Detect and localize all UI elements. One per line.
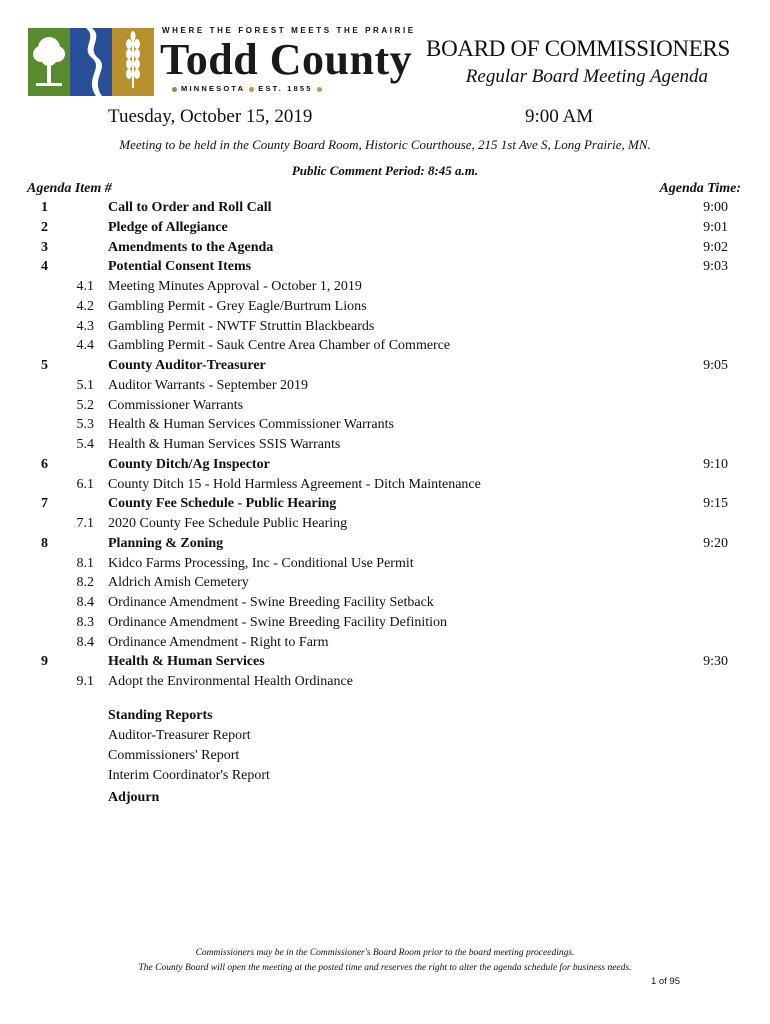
agenda-item-number: 6.1 (76, 476, 94, 492)
agenda-subitem (0, 475, 770, 495)
agenda-subitem (0, 297, 770, 317)
standing-reports-heading: Standing Reports (108, 708, 213, 723)
agenda-item-number: 9 (41, 654, 48, 670)
agenda-item-time: 9:02 (703, 239, 728, 255)
standing-report-item: Auditor-Treasurer Report (108, 728, 251, 743)
logo-state: MINNESOTA (181, 84, 246, 93)
public-comment-period: Public Comment Period: 8:45 a.m. (291, 163, 479, 178)
logo-county-name: Todd County (160, 35, 413, 84)
agenda-item-time: 9:20 (703, 535, 728, 551)
county-logo-emblem (28, 28, 154, 96)
agenda-subitem (0, 435, 770, 455)
agenda-subitem (0, 277, 770, 297)
agenda-item-number: 4 (41, 259, 48, 275)
agenda-item-title: Health & Human Services SSIS Warrants (108, 437, 341, 452)
agenda-item-number: 4.1 (76, 279, 94, 294)
footer-note-1: Commissioners may be in the Commissioner's Board Room prior to the board meeting proceedings. (195, 948, 575, 958)
agenda-item-number: 8.1 (76, 555, 94, 571)
agenda-item-time: 9:10 (703, 456, 728, 472)
agenda-subitem (0, 593, 770, 613)
meeting-location: Meeting to be held in the County Board Room, Historic Courthouse, 215 1st Ave S, Long Prairie, MN. (119, 137, 651, 152)
agenda-item-title: Health & Human Services (108, 654, 265, 670)
agenda-item-column-header: Agenda Item # (27, 181, 112, 196)
agenda-item-number: 8 (41, 535, 48, 551)
agenda-item-title: Call to Order and Roll Call (108, 200, 272, 215)
agenda-item-number: 8.3 (76, 614, 94, 630)
logo-subline (168, 84, 326, 93)
agenda-subitem (0, 376, 770, 396)
agenda-item-title: Planning & Zoning (108, 535, 224, 551)
logo-established: EST. 1855 (258, 84, 313, 93)
agenda-item-number: 5.1 (76, 377, 94, 393)
agenda-item-title: County Auditor-Treasurer (108, 358, 266, 373)
board-title: BOARD OF COMMISSIONERS (426, 36, 730, 61)
dot-icon (172, 87, 177, 92)
agenda-item (0, 218, 770, 238)
agenda-item (0, 238, 770, 258)
adjourn: Adjourn (108, 790, 160, 805)
agenda-item-number: 7 (41, 496, 48, 512)
standing-report-item: Commissioners' Report (108, 748, 240, 763)
agenda-item-number: 5 (41, 358, 48, 373)
agenda-subitem (0, 613, 770, 633)
board-subtitle: Regular Board Meeting Agenda (465, 66, 708, 87)
meeting-time: 9:00 AM (525, 106, 594, 127)
agenda-item-number: 7.1 (76, 516, 94, 531)
agenda-item-time: 9:05 (703, 358, 728, 373)
agenda-subitem (0, 317, 770, 337)
agenda-item-title: Meeting Minutes Approval - October 1, 2019 (108, 279, 362, 294)
dot-icon (249, 87, 254, 92)
agenda-item-title: County Ditch/Ag Inspector (108, 456, 270, 472)
standing-report-item: Interim Coordinator's Report (108, 768, 270, 783)
agenda-subitem (0, 396, 770, 416)
agenda-item-title: Potential Consent Items (108, 259, 252, 275)
agenda-item (0, 534, 770, 554)
agenda-item-title: Gambling Permit - Grey Eagle/Burtrum Lions (108, 298, 367, 314)
agenda-item (0, 356, 770, 376)
agenda-item-title: Aldrich Amish Cemetery (108, 575, 249, 591)
meeting-date: Tuesday, October 15, 2019 (108, 106, 313, 127)
agenda-time-column-header: Agenda Time: (659, 181, 741, 196)
agenda-item-number: 8.2 (76, 575, 94, 591)
agenda-item-title: Commissioner Warrants (108, 397, 244, 413)
agenda-item (0, 494, 770, 514)
agenda-item-number: 4.2 (76, 298, 94, 314)
agenda-subitem (0, 672, 770, 692)
agenda-item-number: 3 (41, 239, 48, 255)
agenda-item-number: 5.2 (76, 397, 94, 413)
agenda-item-number: 9.1 (76, 674, 94, 689)
agenda-item-title: County Ditch 15 - Hold Harmless Agreement - Ditch Maintenance (108, 476, 481, 492)
agenda-item-title: Gambling Permit - NWTF Struttin Blackbeards (108, 318, 375, 334)
standing-reports (108, 706, 270, 786)
agenda-subitem (0, 633, 770, 653)
agenda-item (0, 257, 770, 277)
page-number: 1 of 95 (650, 976, 680, 987)
agenda-subitem (0, 514, 770, 534)
agenda-item-number: 8.4 (76, 634, 94, 650)
agenda-item-number: 6 (41, 456, 48, 472)
agenda-item-title: Amendments to the Agenda (108, 239, 274, 255)
agenda-item-title: Ordinance Amendment - Swine Breeding Facility Definition (108, 614, 448, 630)
agenda-item-time: 9:00 (703, 200, 728, 215)
agenda-item-number: 5.4 (76, 437, 94, 452)
agenda-item-title: Kidco Farms Processing, Inc - Conditional Use Permit (108, 555, 414, 571)
agenda-item-title: Health & Human Services Commissioner Warrants (108, 417, 394, 433)
agenda-item-time: 9:03 (703, 259, 728, 275)
agenda-item-title: Ordinance Amendment - Right to Farm (108, 634, 329, 650)
agenda-item-number: 2 (41, 219, 48, 235)
agenda-item-time: 9:15 (703, 496, 728, 512)
footer-note-2: The County Board will open the meeting at the posted time and reserves the right to alter the agenda schedule for business needs. (138, 963, 632, 973)
agenda-item-title: Adopt the Environmental Health Ordinance (108, 674, 353, 689)
agenda-item-time: 9:30 (703, 654, 728, 670)
agenda-item-number: 4.4 (76, 338, 94, 354)
agenda-item-number: 4.3 (76, 318, 94, 334)
agenda-subitem (0, 415, 770, 435)
agenda-subitem (0, 336, 770, 356)
agenda-item-time: 9:01 (703, 219, 728, 235)
agenda-item-title: Ordinance Amendment - Swine Breeding Facility Setback (108, 595, 434, 610)
agenda-item (0, 198, 770, 218)
county-logo (28, 26, 416, 96)
agenda-item (0, 652, 770, 672)
agenda-item-title: Auditor Warrants - September 2019 (108, 377, 309, 393)
dot-icon (317, 87, 322, 92)
agenda-item-title: Pledge of Allegiance (108, 219, 228, 235)
agenda-item-number: 1 (41, 200, 48, 215)
agenda-item-number: 5.3 (76, 417, 94, 433)
agenda-item-number: 8.4 (76, 595, 94, 610)
agenda-item (0, 455, 770, 475)
agenda-subitem (0, 573, 770, 593)
agenda-item-title: County Fee Schedule - Public Hearing (108, 496, 337, 512)
logo-tagline: WHERE THE FOREST MEETS THE PRAIRIE (162, 26, 416, 35)
agenda-subitem (0, 554, 770, 574)
agenda-item-title: Gambling Permit - Sauk Centre Area Chamber of Commerce (108, 338, 451, 354)
agenda-item-title: 2020 County Fee Schedule Public Hearing (108, 516, 348, 531)
